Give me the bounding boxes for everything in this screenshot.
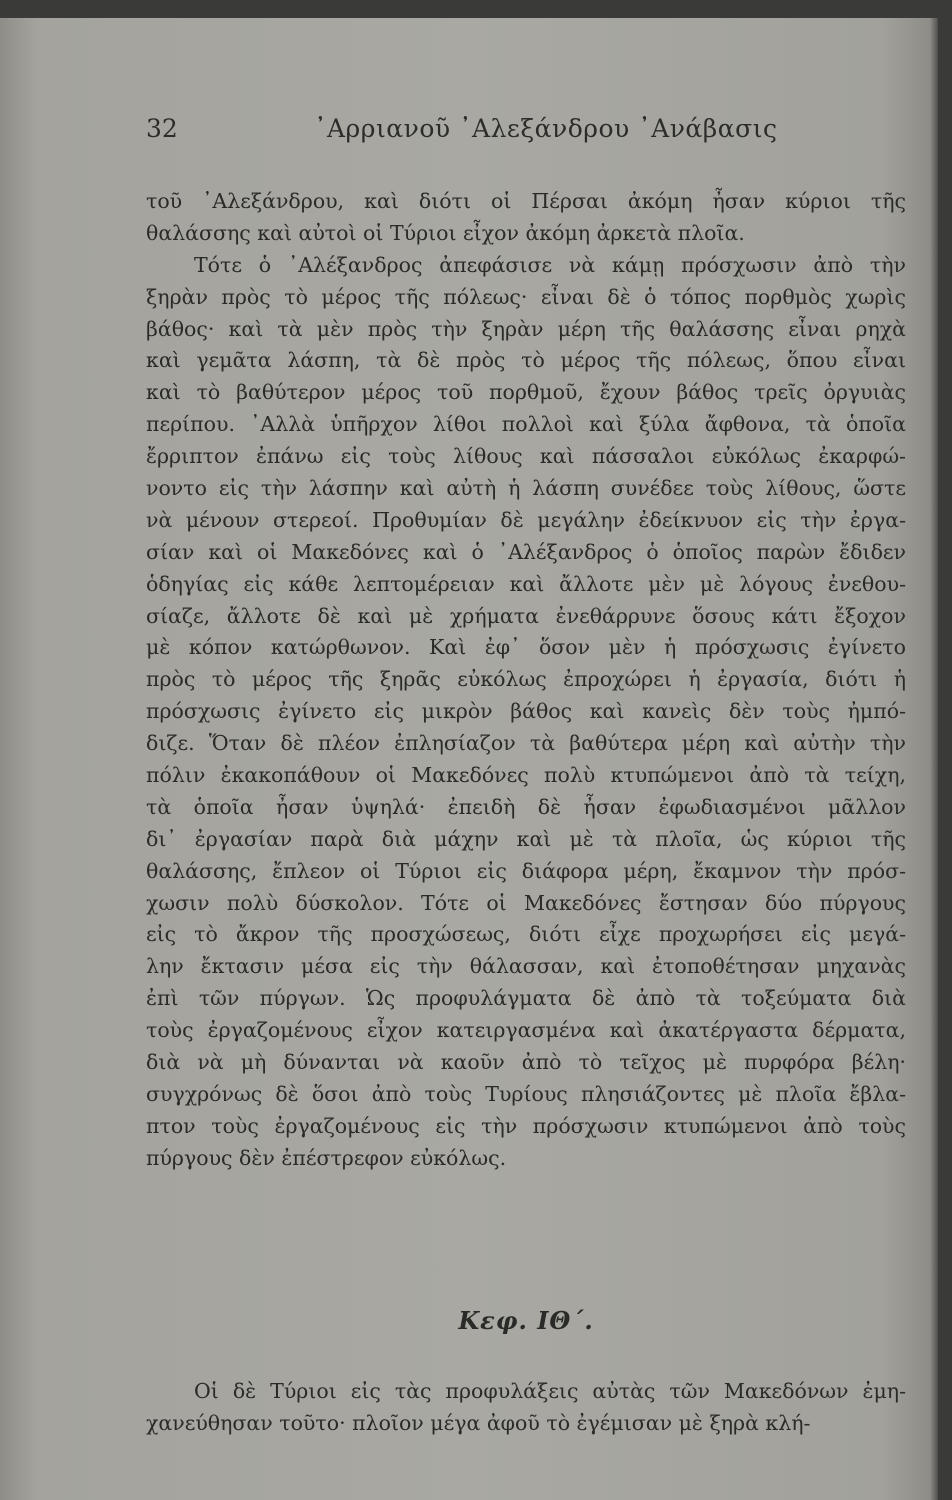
text-line: καὶ γεμᾶτα λάσπη, τὰ δὲ πρὸς τὸ μέρος τῆς πόλεως, ὅπου εἶναι (146, 348, 906, 373)
text-line: δι᾿ ἐργασίαν παρὰ διὰ μάχην καὶ μὲ τὰ πλοῖα, ὡς κύριοι τῆς (146, 826, 906, 851)
text-line: εἰς τὸ ἄκρον τῆς προσχώσεως, διότι εἶχε προχωρήσει εἰς μεγά- (146, 922, 906, 947)
text-line: βάθος· καὶ τὰ μὲν πρὸς τὴν ξηρὰν μέρη τῆς θαλάσσης εἶναι ρηχὰ (146, 316, 906, 341)
text-line: τὰ ὁποῖα ἦσαν ὑψηλά· ἐπειδὴ δὲ ἦσαν ἐφωδιασμένοι μᾶλλον (146, 794, 906, 819)
text-line: χανεύθησαν τοῦτο· πλοῖον μέγα ἀφοῦ τὸ ἐγέμισαν μὲ ξηρὰ κλή- (146, 1410, 811, 1435)
text-line: Οἱ δὲ Τύριοι εἰς τὰς προφυλάξεις αὐτὰς τῶν Μακεδόνων ἐμη- (194, 1379, 906, 1403)
book-page (0, 18, 938, 1500)
text-line: σίαζε, ἄλλοτε δὲ καὶ μὲ χρήματα ἐνεθάρρυνε ὅσους κάτι ἔξοχον (146, 603, 906, 628)
text-line: ξηρὰν πρὸς τὸ μέρος τῆς πόλεως· εἶναι δὲ ὁ τόπος πορθμὸς χωρὶς (146, 284, 906, 309)
text-line: τοὺς ἐργαζομένους εἶχον κατειργασμένα καὶ ἀκατέργαστα δέρματα, (146, 1018, 906, 1043)
closing-paragraph (146, 1376, 906, 1440)
text-line: μὲ κόπον κατώρθωνον. Καὶ ἐφ᾿ ὅσον μὲν ἡ πρόσχωσις ἐγίνετο (146, 635, 906, 660)
text-line: ἔρριπτον ἐπάνω εἰς τοὺς λίθους καὶ πάσσαλοι εὐκόλως ἐκαρφώ- (146, 444, 906, 469)
text-line: πόλιν ἐκακοπάθουν οἱ Μακεδόνες πολὺ κτυπώμενοι ἀπὸ τὰ τείχη, (146, 763, 906, 788)
text-line: πρὸς τὸ μέρος τῆς ξηρᾶς εὐκόλως ἐπροχώρει ἡ ἐργασία, διότι ἡ (146, 667, 906, 692)
text-line: συγχρόνως δὲ ὅσοι ἀπὸ τοὺς Τυρίους πλησιάζοντες μὲ πλοῖα ἔβλα- (146, 1081, 906, 1106)
text-line: θαλάσσης καὶ αὐτοὶ οἱ Τύριοι εἶχον ἀκόμη ἀρκετὰ πλοῖα. (146, 220, 745, 245)
text-line: διζε. Ὅταν δὲ πλέον ἐπλησίαζον τὰ βαθύτερα μέρη καὶ αὐτὴν τὴν (146, 731, 906, 756)
text-line: ἐπὶ τῶν πύργων. Ὡς προφυλάγματα δὲ ἀπὸ τὰ τοξεύματα διὰ (146, 986, 906, 1011)
text-line: πρόσχωσις ἐγίνετο εἰς μικρὸν βάθος καὶ κανεὶς δὲν τοὺς ἠμπό- (146, 699, 906, 724)
text-line: πτον τοὺς ἐργαζομένους εἰς τὴν πρόσχωσιν κτυπώμενοι ἀπὸ τοὺς (146, 1113, 906, 1138)
text-line: νοντο εἰς τὴν λάσπην καὶ αὐτὴ ἡ λάσπη συνέδεε τοὺς λίθους, ὥστε (146, 476, 906, 501)
page-header (146, 114, 906, 154)
text-line: καὶ τὸ βαθύτερον μέρος τοῦ πορθμοῦ, ἔχουν βάθος τρεῖς ὀργυιὰς (146, 380, 906, 405)
text-line: λην ἔκτασιν μέσα εἰς τὴν θάλασσαν, καὶ ἐτοποθέτησαν μηχανὰς (146, 954, 906, 979)
text-line: θαλάσσης, ἔπλεον οἱ Τύριοι εἰς διάφορα μέρη, ἔκαμνον τὴν πρόσ- (146, 858, 906, 883)
body-text (146, 186, 906, 1175)
text-line: ὁδηγίας εἰς κάθε λεπτομέρειαν καὶ ἄλλοτε μὲν μὲ λόγους ἐνεθου- (146, 571, 906, 596)
text-line: Τότε ὁ ᾿Αλέξανδρος ἀπεφάσισε νὰ κάμῃ πρόσχωσιν ἀπὸ τὴν (194, 252, 906, 277)
text-line: πύργους δὲν ἐπέστρεφον εὐκόλως. (146, 1145, 507, 1170)
page-number: 32 (146, 114, 178, 143)
text-line: τοῦ ᾿Αλεξάνδρου, καὶ διότι οἱ Πέρσαι ἀκόμη ἦσαν κύριοι τῆς (146, 189, 906, 213)
text-line: νὰ μένουν στερεοί. Προθυμίαν δὲ μεγάλην ἐδείκνυον εἰς τὴν ἐργα- (146, 507, 906, 532)
chapter-heading: Κεφ. ΙΘ΄. (458, 1306, 594, 1335)
text-line: σίαν καὶ οἱ Μακεδόνες καὶ ὁ ᾿Αλέξανδρος ὁ ὁποῖος παρὼν ἔδιδεν (146, 539, 906, 564)
text-line: περίπου. ᾿Αλλὰ ὑπῆρχον λίθοι πολλοὶ καὶ ξύλα ἄφθονα, τὰ ὁποῖα (146, 412, 906, 437)
text-line: χωσιν πολὺ δύσκολον. Τότε οἱ Μακεδόνες ἔστησαν δύο πύργους (146, 890, 906, 915)
running-title: ᾿Αρριανοῦ ᾿Αλεξάνδρου ᾿Ανάβασις (314, 114, 778, 143)
text-line: διὰ νὰ μὴ δύνανται νὰ καοῦν ἀπὸ τὸ τεῖχος μὲ πυρφόρα βέλη· (146, 1050, 906, 1075)
